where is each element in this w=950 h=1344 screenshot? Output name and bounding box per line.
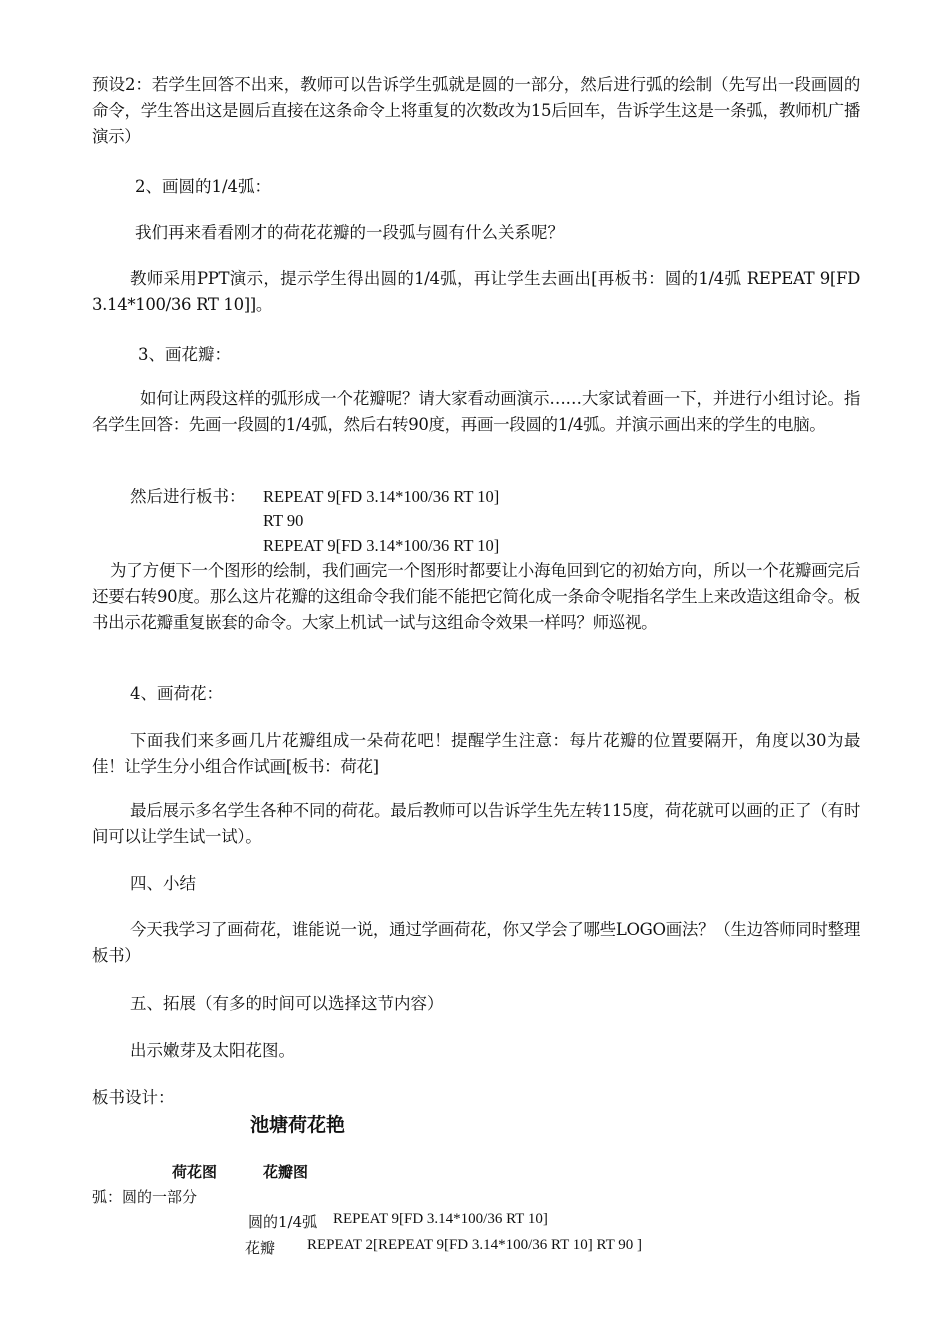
preset-2-paragraph: 预设2：若学生回答不出来，教师可以告诉学生弧就是圆的一部分，然后进行弧的绘制（先写出一段画圆的命令，学生答出这是圆后直接在这条命令上将重复的次数改为15后回车，告诉学生这是一条弧，教师机广播演示） — [92, 75, 860, 146]
step-2-heading: 2、画圆的1/4弧： — [135, 177, 272, 196]
board-petal-command: REPEAT 2[REPEAT 9[FD 3.14*100/36 RT 10] RT 90 ] — [307, 1237, 643, 1253]
board-arc-definition: 弧：圆的一部分 — [92, 1188, 198, 1206]
board-petal-label: 花瓣 — [245, 1239, 276, 1257]
board-prefix: 然后进行板书： — [130, 487, 246, 506]
step-4-heading: 4、画荷花： — [130, 684, 223, 703]
board-command-line-3: REPEAT 9[FD 3.14*100/36 RT 10] — [263, 536, 500, 555]
step-4-description: 下面我们来多画几片花瓣组成一朵荷花吧！提醒学生注意：每片花瓣的位置要隔开，角度以30为最佳！让学生分小组合作试画[板书：荷花] — [92, 731, 860, 776]
step-3-heading: 3、画花瓣： — [138, 345, 231, 364]
step-3-description: 如何让两段这样的弧形成一个花瓣呢？请大家看动画演示……大家试着画一下，并进行小组讨论。指名学生回答：先画一段圆的1/4弧，然后右转90度，再画一段圆的1/4弧。并演示画出来的学生的电脑。 — [92, 389, 860, 434]
board-command-line-1: REPEAT 9[FD 3.14*100/36 RT 10] — [263, 487, 500, 506]
step-2-question: 我们再来看看刚才的荷花花瓣的一段弧与圆有什么关系呢？ — [135, 223, 564, 242]
board-design-label: 板书设计： — [92, 1088, 175, 1107]
summary-description: 今天我学习了画荷花，谁能说一说，通过学画荷花，你又学会了哪些LOGO画法？（生边答师同时整理板书） — [92, 920, 860, 965]
board-column-lotus: 荷花图 — [172, 1163, 218, 1181]
summary-heading: 四、小结 — [130, 874, 196, 893]
board-column-petal: 花瓣图 — [263, 1163, 309, 1181]
board-command-line-2: RT 90 — [263, 511, 304, 530]
step-2-ppt-paragraph: 教师采用PPT演示，提示学生得出圆的1/4弧，再让学生去画出[再板书：圆的1/4弧 REPEAT 9[FD 3.14*100/36 RT 10]]。 — [92, 269, 860, 314]
extension-description: 出示嫩芽及太阳花图。 — [130, 1041, 295, 1060]
step-4-showcase: 最后展示多名学生各种不同的荷花。最后教师可以告诉学生先左转115度，荷花就可以画的正了（有时间可以让学生试一试）。 — [92, 801, 860, 846]
board-quarter-arc-command: REPEAT 9[FD 3.14*100/36 RT 10] — [333, 1211, 548, 1227]
board-quarter-arc-label: 圆的1/4弧 — [248, 1213, 318, 1231]
step-3-nesting-paragraph: 为了方便下一个图形的绘制，我们画完一个图形时都要让小海龟回到它的初始方向，所以一个花瓣画完后还要右转90度。那么这片花瓣的这组命令我们能不能把它简化成一条命令呢指名学生上来改造这组命令。板书出示花瓣重复嵌套的命令。大家上机试一试与这组命令效果一样吗？师巡视。 — [92, 561, 860, 632]
board-design-title: 池塘荷花艳 — [250, 1114, 346, 1136]
extension-heading: 五、拓展（有多的时间可以选择这节内容） — [130, 994, 444, 1013]
